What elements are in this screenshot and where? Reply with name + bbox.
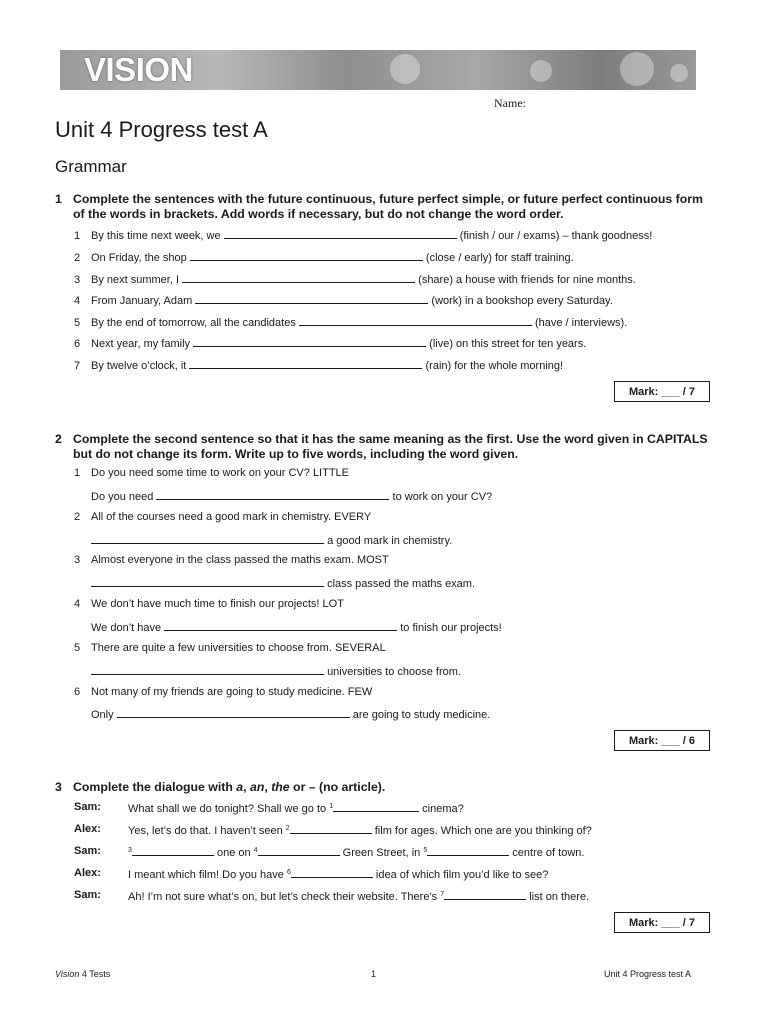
q2-prompt: 3 Almost everyone in the class passed the maths exam. MOST [74, 554, 389, 566]
answer-blank[interactable] [117, 707, 350, 718]
answer-blank[interactable] [156, 489, 389, 500]
answer-blank[interactable] [193, 336, 426, 347]
q2-prompt: 6 Not many of my friends are going to study medicine. FEW [74, 686, 373, 698]
bokeh-decoration [390, 54, 420, 84]
q2-prompt: 2 All of the courses need a good mark in chemistry. EVERY [74, 511, 372, 523]
bokeh-decoration [670, 64, 688, 82]
q2-answer-line: We don’t have to finish our projects! [91, 622, 502, 634]
answer-blank[interactable] [91, 664, 324, 675]
vision-logo: VISION [84, 51, 193, 88]
question-number: 2 [55, 432, 62, 446]
mark-box[interactable]: Mark: ___ / 7 [614, 381, 710, 402]
footer-right: Unit 4 Progress test A [604, 969, 692, 979]
answer-blank[interactable] [91, 533, 324, 544]
answer-blank[interactable] [189, 358, 422, 369]
q2-prompt: 4 We don’t have much time to finish our projects! LOT [74, 598, 344, 610]
answer-blank[interactable] [224, 228, 457, 239]
q2-answer-line: class passed the maths exam. [74, 576, 475, 590]
question-number: 3 [55, 780, 62, 794]
q1-item: 7 By twelve o’clock, it (rain) for the whole morning! [74, 360, 564, 372]
answer-blank[interactable] [291, 867, 373, 878]
question-instruction: Complete the dialogue with a, an, the or – (no article). [73, 780, 386, 794]
q2-answer-line: universities to choose from. [74, 664, 461, 678]
q2-prompt: 1 Do you need some time to work on your CV? LITTLE [74, 467, 350, 479]
header-banner [60, 50, 696, 90]
answer-blank[interactable] [195, 293, 428, 304]
speaker-name: Sam: [74, 889, 101, 901]
q2-answer-line: Only are going to study medicine. [91, 709, 491, 721]
q2-answer-line: a good mark in chemistry. [74, 533, 452, 547]
footer-left: Vision 4 Tests [55, 969, 111, 979]
page-title: Unit 4 Progress test A [55, 117, 268, 142]
question-instruction: Complete the sentences with the future continuous, future perfect simple, or future perfect continuous form of the words in brackets. Add words if necessary, but do not change the word order. [73, 192, 703, 221]
bokeh-decoration [530, 60, 552, 82]
question-number: 1 [55, 192, 62, 206]
footer-page-number: 1 [371, 969, 377, 979]
q1-item: 5 By the end of tomorrow, all the candidates (have / interviews). [74, 317, 628, 329]
question-instruction: Complete the second sentence so that it has the same meaning as the first. Use the word given in CAPITALS but do not change its form. Write up to five words, including the word given. [73, 432, 708, 461]
q2-prompt: 5 There are quite a few universities to choose from. SEVERAL [74, 642, 386, 654]
q1-item: 2 On Friday, the shop (close / early) for staff training. [74, 252, 574, 264]
answer-blank[interactable] [299, 315, 532, 326]
speaker-name: Sam: [74, 801, 101, 813]
mark-box[interactable]: Mark: ___ / 6 [614, 730, 710, 751]
q1-item: 4 From January, Adam (work) in a bookshop every Saturday. [74, 295, 613, 307]
answer-blank[interactable] [258, 845, 340, 856]
q1-item: 6 Next year, my family (live) on this street for ten years. [74, 338, 587, 350]
bokeh-decoration [620, 52, 654, 86]
answer-blank[interactable] [132, 845, 214, 856]
answer-blank[interactable] [444, 889, 526, 900]
answer-blank[interactable] [164, 620, 397, 631]
q1-item: 1 By this time next week, we (finish / our / exams) – thank goodness! [74, 230, 653, 242]
answer-blank[interactable] [91, 576, 324, 587]
speaker-name: Alex: [74, 823, 101, 835]
speaker-name: Sam: [74, 845, 101, 857]
answer-blank[interactable] [333, 801, 419, 812]
q1-item: 3 By next summer, I (share) a house with friends for nine months. [74, 274, 636, 286]
section-heading: Grammar [55, 157, 127, 176]
answer-blank[interactable] [427, 845, 509, 856]
speaker-name: Alex: [74, 867, 101, 879]
mark-box[interactable]: Mark: ___ / 7 [614, 912, 710, 933]
q2-answer-line: Do you need to work on your CV? [91, 491, 493, 503]
name-label: Name: [494, 96, 526, 110]
answer-blank[interactable] [290, 823, 372, 834]
answer-blank[interactable] [190, 250, 423, 261]
answer-blank[interactable] [182, 272, 415, 283]
